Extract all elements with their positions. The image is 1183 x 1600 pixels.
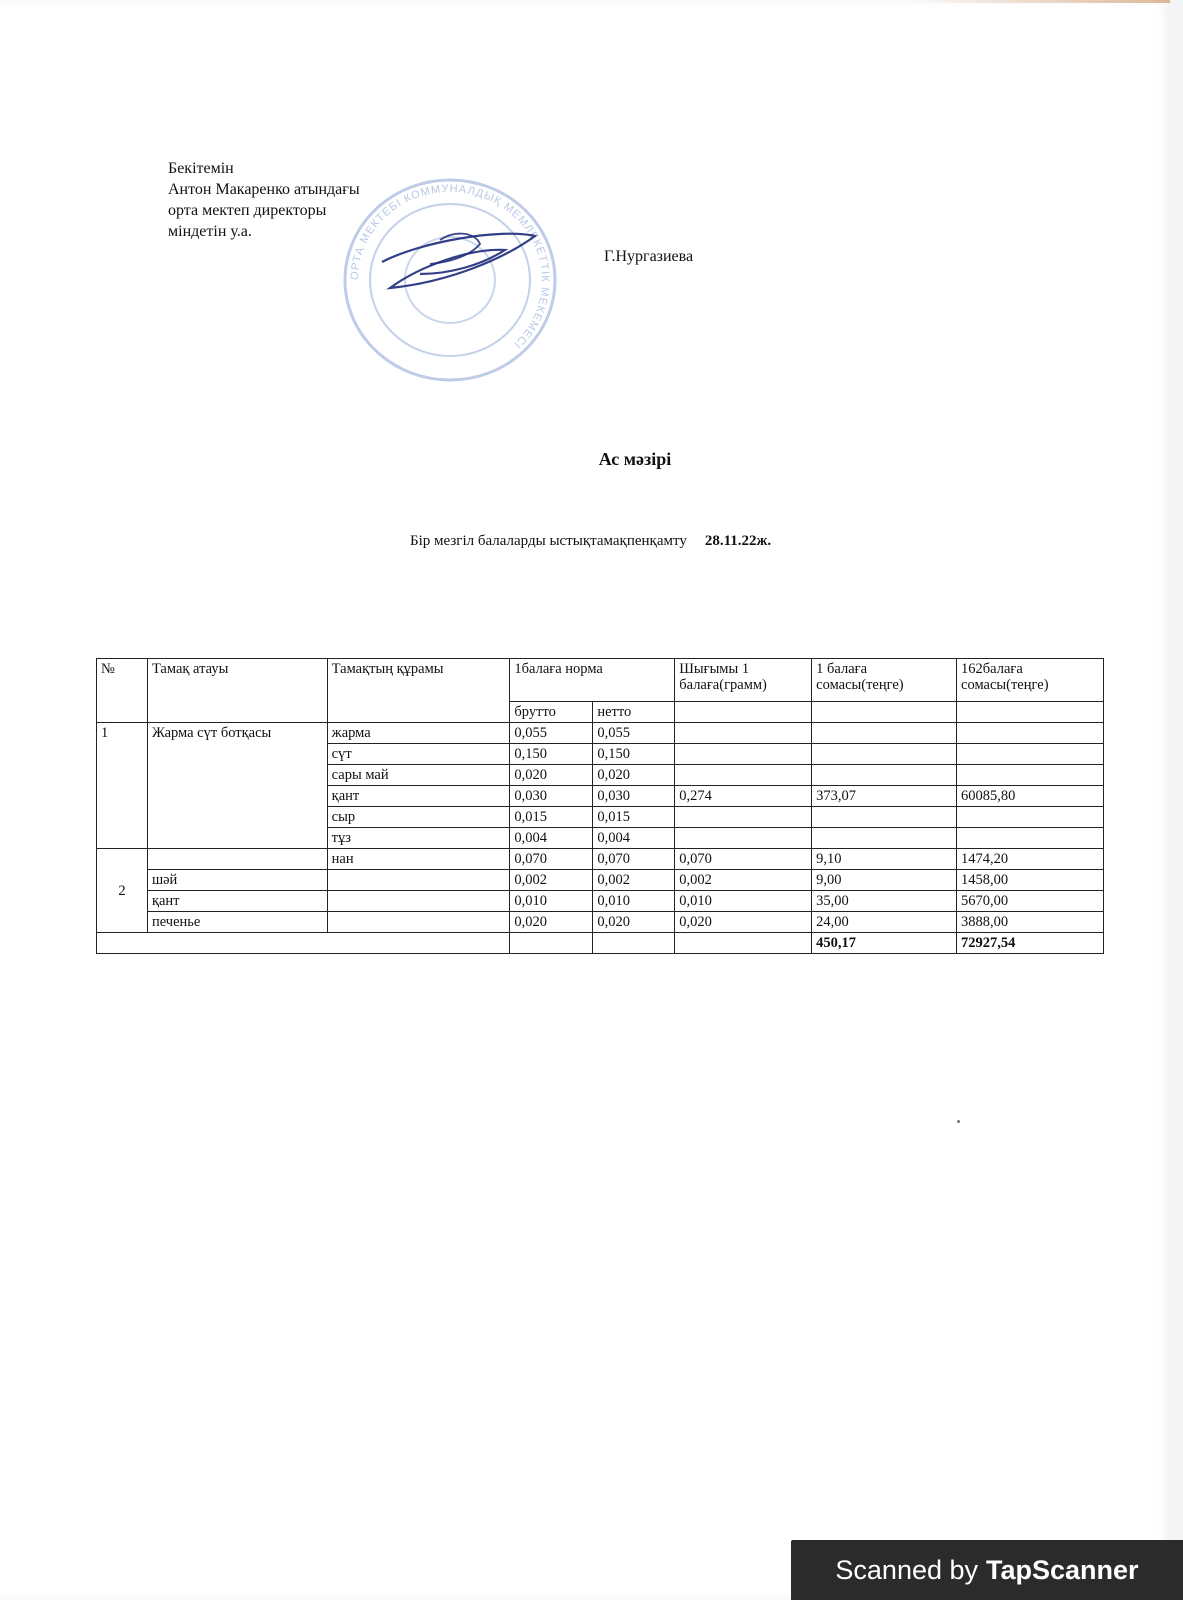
cost-one-cell: 9,10 [812,849,957,870]
netto-cell: 0,020 [593,765,675,786]
document-date: 28.11.22ж. [704,533,772,549]
yield-cell: 0,274 [675,786,812,807]
header-yield: Шығымы 1 балаға(грамм) [675,659,812,702]
badge-prefix: Scanned by [835,1554,979,1585]
brutto-cell: 0,004 [510,828,593,849]
table-cell [957,765,1104,786]
dish-name-cell: печенье [147,912,327,933]
table-cell [812,723,957,744]
approval-line-1: Бекітемін [168,160,234,177]
netto-cell: 0,004 [593,828,675,849]
table-cell [327,891,510,912]
table-cell [510,933,593,954]
document-title: Ас мәзірі [598,449,672,469]
table-cell [812,828,957,849]
table-row [97,912,1104,933]
ingredient-cell: тұз [327,828,510,849]
table-cell [812,765,957,786]
brutto-cell: 0,002 [510,870,593,891]
dish-name-cell: қант [147,891,327,912]
table-cell [97,933,510,954]
netto-cell: 0,030 [593,786,675,807]
ingredient-cell: жарма [327,723,510,744]
badge-brand: TapScanner [986,1554,1139,1585]
table-header-row [97,659,1104,702]
cost-all-cell: 60085,80 [957,786,1104,807]
table-cell [675,807,812,828]
brutto-cell: 0,150 [510,744,593,765]
table-cell [957,723,1104,744]
cost-all-cell: 5670,00 [957,891,1104,912]
signer-name: Г.Нургазиева [604,248,694,265]
page-edge-shadow [910,0,1170,3]
svg-text:ОРТА МЕКТЕБІ КОММУНАЛДЫҚ МЕМЛЕ: ОРТА МЕКТЕБІ КОММУНАЛДЫҚ МЕМЛЕКЕТТІК МЕКЕМЕСІ [348,182,552,351]
ingredient-cell: нан [327,849,510,870]
table-row [97,870,1104,891]
dish2-num: 2 [97,849,148,933]
table-cell [957,702,1104,723]
approval-line-2: Антон Макаренко атындағы [168,181,360,198]
table-cell [957,807,1104,828]
table-cell [675,765,812,786]
cost-all-cell: 3888,00 [957,912,1104,933]
brutto-cell: 0,055 [510,723,593,744]
brutto-cell: 0,010 [510,891,593,912]
netto-cell: 0,055 [593,723,675,744]
netto-cell: 0,020 [593,912,675,933]
table-row [97,891,1104,912]
total-cost-all: 72927,54 [957,933,1104,954]
official-seal-stamp [330,170,570,390]
table-cell [327,870,510,891]
table-cell [812,807,957,828]
table-row [97,849,1104,870]
table-cell [147,849,327,870]
header-cost-one: 1 балаға сомасы(теңге) [812,659,957,702]
brutto-cell: 0,070 [510,849,593,870]
yield-cell: 0,020 [675,912,812,933]
cost-all-cell: 1458,00 [957,870,1104,891]
brutto-cell: 0,030 [510,786,593,807]
table-cell [957,828,1104,849]
handwritten-signature [382,234,535,288]
table-cell [327,912,510,933]
netto-cell: 0,010 [593,891,675,912]
table-cell [675,723,812,744]
netto-cell: 0,150 [593,744,675,765]
table-cell [593,933,675,954]
header-norm: 1балаға норма [510,659,675,702]
yield-cell: 0,070 [675,849,812,870]
dish-name-cell: шәй [147,870,327,891]
cost-one-cell: 35,00 [812,891,957,912]
table-cell [675,744,812,765]
netto-cell: 0,002 [593,870,675,891]
cost-one-cell: 24,00 [812,912,957,933]
dish1-name: Жарма сүт ботқасы [147,723,327,849]
table-cell [957,744,1104,765]
table-cell [812,702,957,723]
subtitle-text: Бір мезгіл балаларды ыстықтамақпенқамту [410,533,687,549]
scanner-watermark-badge [791,1540,1183,1600]
total-cost-one: 450,17 [812,933,957,954]
cost-all-cell: 1474,20 [957,849,1104,870]
header-cost-all: 162балаға сомасы(теңге) [957,659,1104,702]
cost-one-cell: 373,07 [812,786,957,807]
header-dish: Тамақ атауы [147,659,327,723]
table-cell [812,744,957,765]
header-num: № [97,659,148,723]
ingredient-cell: сыр [327,807,510,828]
brutto-cell: 0,020 [510,765,593,786]
ingredient-cell: сүт [327,744,510,765]
header-netto: нетто [593,702,675,723]
paper-speck [957,1120,960,1123]
brutto-cell: 0,015 [510,807,593,828]
table-cell [675,702,812,723]
header-brutto: брутто [510,702,593,723]
netto-cell: 0,015 [593,807,675,828]
brutto-cell: 0,020 [510,912,593,933]
approval-line-4: міндетін у.а. [168,223,252,240]
approval-line-3: орта мектеп директоры [168,202,327,219]
totals-row [97,933,1104,954]
ingredient-cell: сары май [327,765,510,786]
menu-table [96,658,1104,954]
yield-cell: 0,010 [675,891,812,912]
table-cell [675,828,812,849]
table-row [97,723,1104,744]
dish1-num: 1 [97,723,148,849]
ingredient-cell: қант [327,786,510,807]
approval-block [168,158,360,242]
table-cell [675,933,812,954]
header-composition: Тамақтың құрамы [327,659,510,723]
cost-one-cell: 9,00 [812,870,957,891]
yield-cell: 0,002 [675,870,812,891]
document-subtitle [410,533,771,550]
netto-cell: 0,070 [593,849,675,870]
